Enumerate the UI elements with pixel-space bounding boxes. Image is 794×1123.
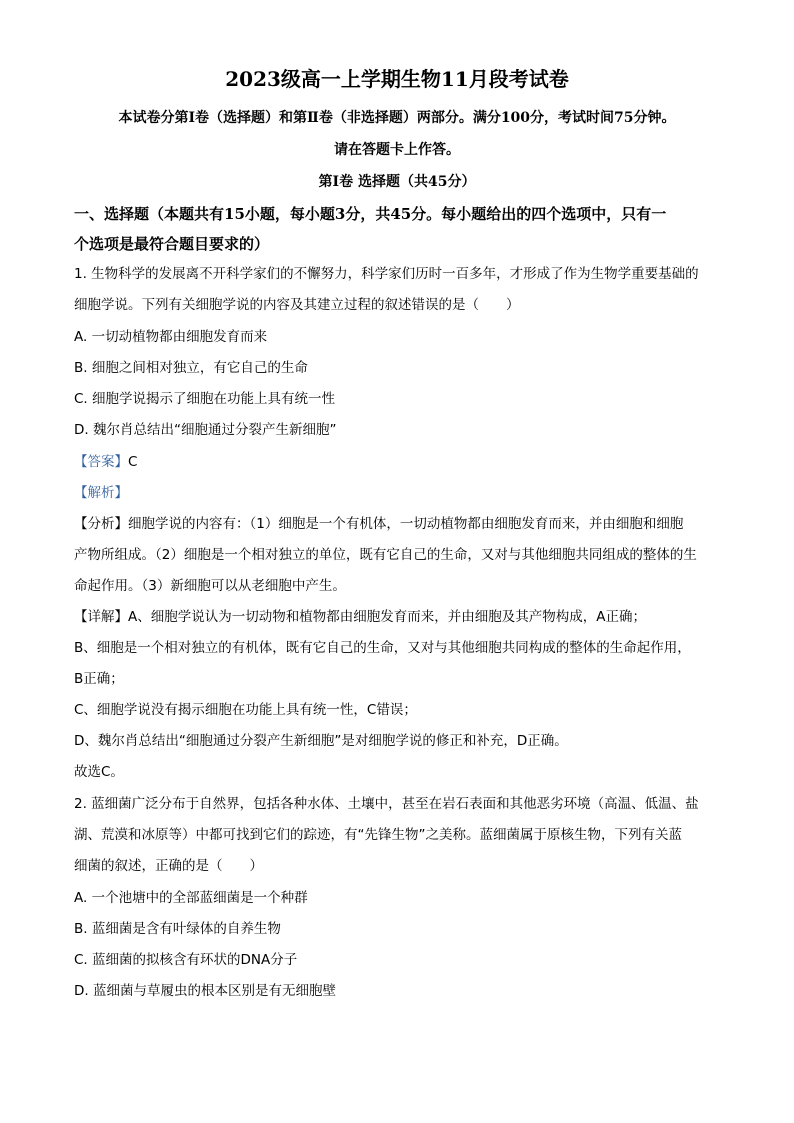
q1-fenxi-line2: 产物所组成。（2）细胞是一个相对独立的单位，既有它自己的生命，又对与其他细胞共同组成的整体的生 — [74, 547, 697, 563]
q1-xiangjie-line4: C、细胞学说没有揭示细胞在功能上具有统一性，C错误； — [74, 702, 417, 718]
q1-stem-line1: 1. 生物科学的发展离不开科学家们的不懈努力，科学家们历时一百多年，才形成了作为生物学重要基础的 — [74, 266, 699, 282]
xiangjie-text1: A、细胞学说认为一切动物和植物都由细胞发育而来，并由细胞及其产物构成，A正确； — [128, 609, 646, 625]
section1-heading-line1: 一、选择题（本题共有15小题，每小题3分，共45分。每小题给出的四个选项中，只有一 — [74, 205, 667, 223]
q1-conclusion: 故选C。 — [74, 764, 124, 780]
q2-option-a: A. 一个池塘中的全部蓝细菌是一个种群 — [74, 890, 308, 906]
q2-option-b: B. 蓝细菌是含有叶绿体的自养生物 — [74, 921, 281, 937]
section1-heading-line2: 个选项是最符合题目要求的） — [74, 235, 270, 253]
q2-stem-line1: 2. 蓝细菌广泛分布于自然界，包括各种水体、土壤中，甚至在岩石表面和其他恶劣环境（高温、低温、盐 — [74, 796, 699, 812]
q1-analysis-row — [74, 483, 734, 503]
xiangjie-tag: 【详解】 — [74, 609, 128, 625]
analysis-tag: 【解析】 — [74, 485, 128, 501]
exam-intro-line1: 本试卷分第Ⅰ卷（选择题）和第Ⅱ卷（非选择题）两部分。满分100分，考试时间75分钟。 — [118, 110, 676, 126]
q1-option-a: A. 一切动植物都由细胞发育而来 — [74, 329, 268, 345]
exam-intro-line2: 请在答题卡上作答。 — [334, 142, 460, 158]
q1-option-c: C. 细胞学说揭示了细胞在功能上具有统一性 — [74, 391, 336, 407]
q1-answer-row — [74, 452, 734, 472]
q1-answer: C — [128, 454, 138, 470]
q2-option-c: C. 蓝细菌的拟核含有环状的DNA分子 — [74, 952, 298, 968]
q1-xiangjie-line2: B、细胞是一个相对独立的有机体，既有它自己的生命，又对与其他细胞共同构成的整体的生命起作用， — [74, 640, 691, 656]
exam-title: 2023级高一上学期生物11月段考试卷 — [225, 67, 569, 91]
q1-stem-line2: 细胞学说。下列有关细胞学说的内容及其建立过程的叙述错误的是（ ） — [74, 297, 520, 313]
q1-xiangjie-line5: D、魏尔肖总结出“细胞通过分裂产生新细胞”是对细胞学说的修正和补充，D正确。 — [74, 733, 568, 749]
part1-heading: 第Ⅰ卷 选择题（共45分） — [318, 174, 476, 190]
answer-tag: 【答案】 — [74, 454, 128, 470]
q1-fenxi-line1 — [74, 514, 734, 534]
q1-xiangjie-line1 — [74, 607, 734, 627]
q2-stem-line3: 细菌的叙述，正确的是（ ） — [74, 858, 263, 874]
q1-option-d: D. 魏尔肖总结出“细胞通过分裂产生新细胞” — [74, 422, 337, 438]
q1-xiangjie-line3: B正确； — [74, 671, 124, 687]
fenxi-text1: 细胞学说的内容有：（1）细胞是一个有机体，一切动植物都由细胞发育而来，并由细胞和细胞 — [128, 516, 684, 532]
q1-fenxi-line3: 命起作用。（3）新细胞可以从老细胞中产生。 — [74, 578, 346, 594]
q2-stem-line2: 湖、荒漠和冰原等）中都可找到它们的踪迹，有“先锋生物”之美称。蓝细菌属于原核生物，下列有关蓝 — [74, 827, 682, 843]
q2-option-d: D. 蓝细菌与草履虫的根本区别是有无细胞壁 — [74, 983, 336, 999]
fenxi-tag: 【分析】 — [74, 516, 128, 532]
q1-option-b: B. 细胞之间相对独立，有它自己的生命 — [74, 360, 308, 376]
